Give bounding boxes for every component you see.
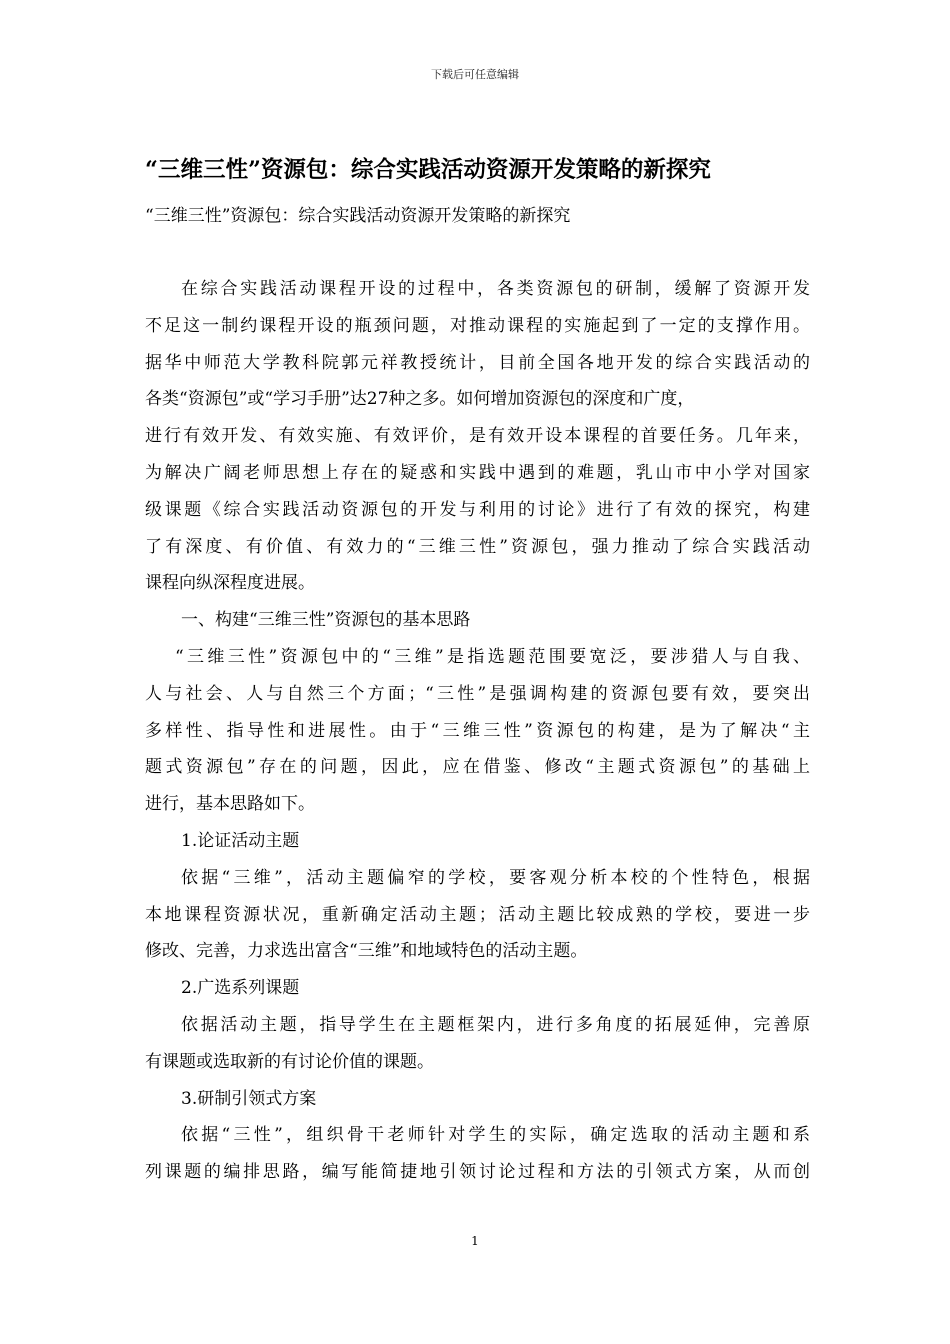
paragraph-line: 据华中师范大学教科院郭元祥教授统计，目前全国各地开发的综合实践活动的 [145,352,810,373]
document-body [145,271,810,1191]
document-subtitle: “三维三性”资源包：综合实践活动资源开发策略的新探究 [145,206,571,226]
paragraph-line: 了有深度、有价值、有效力的“三维三性”资源包，强力推动了综合实践活动 [145,536,810,557]
header-note: 下载后可任意编辑 [431,68,519,81]
subsection-heading: 2.广选系列课题 [181,978,300,999]
paragraph-line: 修改、完善，力求选出富含“三维”和地域特色的活动主题。 [145,941,588,962]
paragraph-line: 在综合实践活动课程开设的过程中，各类资源包的研制，缓解了资源开发 [181,279,810,299]
paragraph-line: 级课题《综合实践活动资源包的开发与利用的讨论》进行了有效的探究，构建 [145,499,810,520]
paragraph-line: 为解决广阔老师思想上存在的疑惑和实践中遇到的难题，乳山市中小学对国家 [145,462,810,483]
paragraph-line: 各类“资源包”或“学习手册”达27种之多。如何增加资源包的深度和广度， [145,389,695,410]
paragraph-line: 进行，基本思路如下。 [145,794,315,815]
paragraph-line: 有课题或选取新的有讨论价值的课题。 [145,1051,434,1072]
paragraph-line: 题式资源包”存在的问题，因此，应在借鉴、修改“主题式资源包”的基础上 [145,757,810,778]
subsection-heading: 1.论证活动主题 [181,830,300,851]
paragraph-line: 课程向纵深程度进展。 [145,573,315,594]
paragraph-line: 多样性、指导性和进展性。由于“三维三性”资源包的构建，是为了解决“主 [145,720,810,741]
paragraph-line: 依据“三维”，活动主题偏窄的学校，要客观分析本校的个性特色，根据 [181,867,810,888]
document-title: “三维三性”资源包：综合实践活动资源开发策略的新探究 [145,157,711,183]
paragraph-line: 进行有效开发、有效实施、有效评价，是有效开设本课程的首要任务。几年来， [145,426,810,447]
section-heading: 一、构建“三维三性”资源包的基本思路 [181,610,471,631]
paragraph-line: 本地课程资源状况，重新确定活动主题；活动主题比较成熟的学校，要进一步 [145,904,810,925]
paragraph-line: 依据“三性”，组织骨干老师针对学生的实际，确定选取的活动主题和系 [181,1125,810,1146]
subsection-heading: 3.研制引领式方案 [181,1088,317,1109]
paragraph-line: 不足这一制约课程开设的瓶颈问题，对推动课程的实施起到了一定的支撑作用。 [145,315,810,336]
paragraph-line: 列课题的编排思路，编写能简捷地引领讨论过程和方法的引领式方案，从而创 [145,1162,810,1183]
paragraph-line: 依据活动主题，指导学生在主题框架内，进行多角度的拓展延伸，完善原 [181,1014,810,1035]
paragraph-line: “三维三性”资源包中的“三维”是指选题范围要宽泛，要涉猎人与自我、 [175,646,810,667]
page-number: 1 [471,1234,479,1248]
paragraph-line: 人与社会、人与自然三个方面；“三性”是强调构建的资源包要有效，要突出 [145,683,810,704]
